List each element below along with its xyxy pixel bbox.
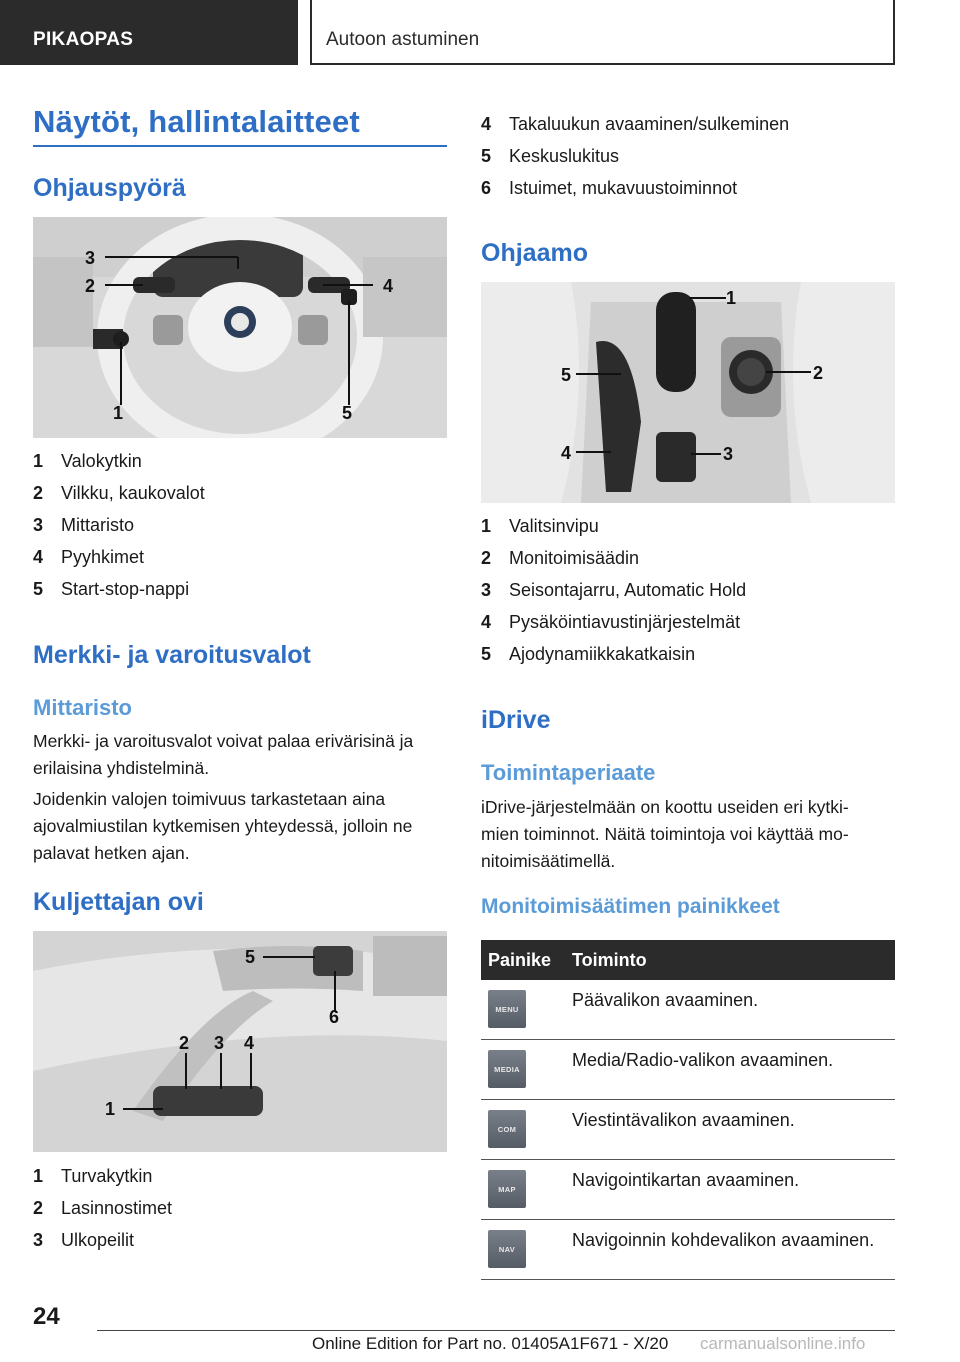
steering-wheel-image (33, 217, 447, 438)
door-callout: 3 (214, 1033, 225, 1053)
door-callout: 1 (105, 1099, 116, 1119)
idrive-heading: iDrive (481, 706, 551, 734)
list-item-number: 1 (33, 1166, 44, 1186)
list-item-text: Start-stop-nappi (61, 579, 190, 599)
idrive-paragraph-line: nitoimisäätimellä. (481, 851, 616, 871)
watermark: carmanualsonline.info (700, 1334, 866, 1353)
table-cell-function: Navigointikartan avaaminen. (572, 1170, 800, 1190)
steering-callout: 3 (85, 248, 96, 268)
list-item-text: Takaluukun avaaminen/sulkeminen (509, 114, 790, 134)
list-item-text: Turvakytkin (61, 1166, 153, 1186)
table-row (481, 1220, 895, 1280)
list-item-number: 5 (481, 146, 492, 166)
list-item-text: Seisontajarru, Automatic Hold (509, 580, 747, 600)
table-header-button: Painike (488, 950, 552, 970)
door-callout: 4 (244, 1033, 255, 1053)
list-item-number: 2 (33, 1198, 44, 1218)
list-item-number: 3 (33, 1230, 44, 1250)
list-item-text: Ajodynamiikkakatkaisin (509, 644, 696, 664)
footer-divider (97, 1330, 895, 1331)
driver-door-image (33, 931, 447, 1152)
table-cell-function: Päävalikon avaaminen. (572, 990, 759, 1010)
steering-heading: Ohjauspyörä (33, 174, 186, 202)
list-item-text: Mittaristo (61, 515, 135, 535)
warning-paragraph-1: Merkki- ja varoitusvalot voivat palaa erivärisinä ja erilaisina yhdistelminä. (33, 731, 414, 778)
steering-callout: 2 (85, 276, 96, 296)
header-section-label: PIKAOPAS (33, 29, 134, 50)
list-item-number: 3 (33, 515, 44, 535)
nav-button-icon: NAV (488, 1230, 526, 1268)
list-item-text: Vilkku, kaukovalot (61, 483, 205, 503)
list-item-number: 3 (481, 580, 492, 600)
table-header-function: Toiminto (572, 950, 647, 970)
idrive-paragraph-line: mien toiminnot. Näitä toimintoja voi käyttää mo- (481, 824, 849, 844)
steering-callout: 5 (342, 403, 353, 423)
table-cell-function: Viestintävalikon avaaminen. (572, 1110, 795, 1130)
buttons-heading: Monitoimisäätimen painikkeet (481, 895, 780, 918)
list-item-number: 1 (481, 516, 492, 536)
cockpit-callout: 5 (561, 365, 572, 385)
header-section-tab (0, 0, 298, 65)
list-item-number: 2 (481, 548, 492, 568)
media-button-icon: MEDIA (488, 1050, 526, 1088)
idrive-paragraph-line: iDrive-järjestelmään on koottu useiden eri kytki- (481, 797, 849, 817)
list-item-number: 6 (481, 178, 492, 198)
cockpit-heading: Ohjaamo (481, 239, 588, 267)
cockpit-callout: 3 (723, 444, 734, 464)
title-divider (33, 145, 447, 147)
door-heading: Kuljettajan ovi (33, 888, 204, 916)
cockpit-callout: 2 (813, 363, 824, 383)
list-item-text: Lasinnostimet (61, 1198, 173, 1218)
list-item-number: 4 (481, 114, 492, 134)
list-item-number: 4 (33, 547, 44, 567)
list-item-text: Valokytkin (61, 451, 142, 471)
list-item-text: Valitsinvipu (509, 516, 599, 536)
table-row (481, 1040, 895, 1100)
map-button-icon: MAP (488, 1170, 526, 1208)
table-header (481, 940, 895, 980)
idrive-subheading: Toimintaperiaate (481, 760, 656, 785)
header-chapter-box (310, 0, 895, 65)
cockpit-callout: 1 (726, 288, 737, 308)
door-callout: 5 (245, 947, 256, 967)
list-item-text: Istuimet, mukavuustoiminnot (509, 178, 738, 198)
list-item-number: 2 (33, 483, 44, 503)
list-item-text: Pysäköintiavustinjärjestelmät (509, 612, 741, 632)
list-item-text: Keskuslukitus (509, 146, 620, 166)
table-row (481, 980, 895, 1040)
page-number: 24 (33, 1303, 60, 1330)
menu-button-icon: MENU (488, 990, 526, 1028)
steering-callout: 1 (113, 403, 124, 423)
list-item-number: 4 (481, 612, 492, 632)
com-button-icon: COM (488, 1110, 526, 1148)
door-callout: 2 (179, 1033, 190, 1053)
table-row (481, 1100, 895, 1160)
table-cell-function: Navigoinnin kohdevalikon avaaminen. (572, 1230, 875, 1250)
warning-subheading: Mittaristo (33, 695, 132, 720)
list-item-number: 5 (33, 579, 44, 599)
door-callout: 6 (329, 1007, 340, 1027)
list-item-text: Monitoimisäädin (509, 548, 640, 568)
cockpit-console-image (481, 282, 895, 503)
table-cell-function: Media/Radio-valikon avaaminen. (572, 1050, 834, 1070)
list-item-number: 5 (481, 644, 492, 664)
warning-heading: Merkki- ja varoitusvalot (33, 641, 311, 669)
footer-edition: Online Edition for Part no. 01405A1F671 - X/20 (312, 1334, 669, 1353)
steering-callout: 4 (383, 276, 394, 296)
warning-paragraph-2: Joidenkin valojen toimivuus tarkastetaan aina ajovalmiustilan kytkemisen yhteydessä, jolloin ne palavat hetken ajan. (33, 789, 413, 863)
header-chapter-label: Autoon astuminen (326, 29, 480, 50)
list-item-text: Ulkopeilit (61, 1230, 135, 1250)
list-item-text: Pyyhkimet (61, 547, 145, 567)
table-row (481, 1160, 895, 1220)
page-title: Näytöt, hallintalaitteet (33, 104, 360, 139)
cockpit-callout: 4 (561, 443, 572, 463)
list-item-number: 1 (33, 451, 44, 471)
